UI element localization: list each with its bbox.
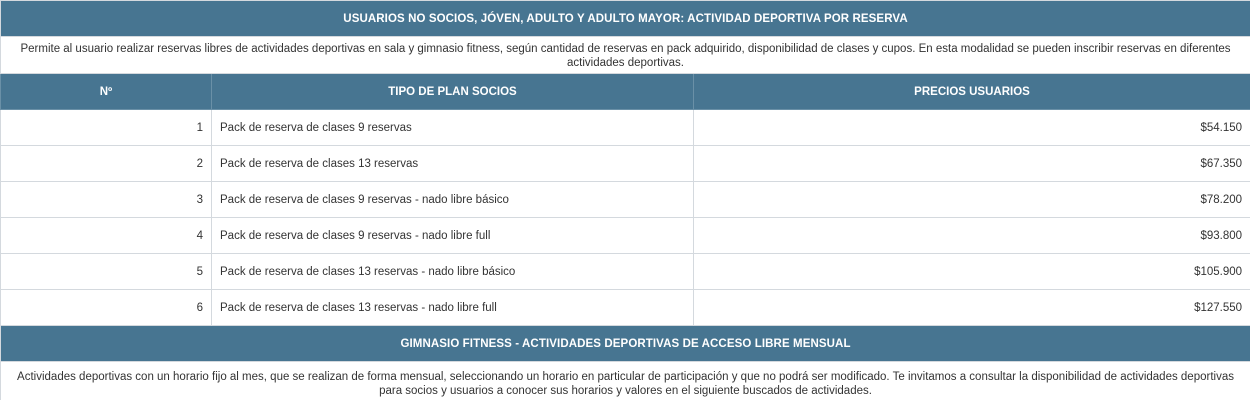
section1-description: Permite al usuario realizar reservas libres de actividades deportivas en sala y gimnasio fitness, según cantidad de reservas en pack adquirido, disponibilidad de clases y cupos. En esta modalidad se pueden inscribir reservas en diferentes actividades deportivas. <box>1 37 1250 74</box>
row-plan: Pack de reserva de clases 9 reservas <box>212 110 694 146</box>
section2-description: Actividades deportivas con un horario fijo al mes, que se realizan de forma mensual, seleccionando un horario en particular de participación y que no podrá ser modificado. Te invitamos a consultar la disponibilidad de actividades deportivas para socios y usuarios a conocer sus horarios y valores en el siguiente buscados de actividades. <box>1 362 1250 400</box>
section2-title-row <box>1 326 1250 362</box>
table-header-row <box>1 74 1250 110</box>
table-row <box>1 218 1250 254</box>
row-plan: Pack de reserva de clases 13 reservas - nado libre básico <box>212 254 694 290</box>
section1-description-row <box>1 37 1250 74</box>
row-plan: Pack de reserva de clases 9 reservas - nado libre full <box>212 218 694 254</box>
table-row <box>1 290 1250 326</box>
row-plan: Pack de reserva de clases 9 reservas - nado libre básico <box>212 182 694 218</box>
section2-description-row <box>1 362 1250 400</box>
row-plan: Pack de reserva de clases 13 reservas <box>212 146 694 182</box>
row-price: $54.150 <box>694 110 1250 146</box>
row-price: $127.550 <box>694 290 1250 326</box>
row-price: $67.350 <box>694 146 1250 182</box>
row-price: $78.200 <box>694 182 1250 218</box>
header-plan-type: TIPO DE PLAN SOCIOS <box>212 74 694 110</box>
header-number: Nº <box>1 74 212 110</box>
section1-title-row <box>1 1 1250 37</box>
table-row <box>1 146 1250 182</box>
row-number: 1 <box>1 110 212 146</box>
row-number: 2 <box>1 146 212 182</box>
row-price: $105.900 <box>694 254 1250 290</box>
table-row <box>1 110 1250 146</box>
section1-title: USUARIOS NO SOCIOS, JÓVEN, ADULTO Y ADULTO MAYOR: ACTIVIDAD DEPORTIVA POR RESERVA <box>1 1 1250 37</box>
row-number: 5 <box>1 254 212 290</box>
table-row <box>1 182 1250 218</box>
row-number: 3 <box>1 182 212 218</box>
section2-title: GIMNASIO FITNESS - ACTIVIDADES DEPORTIVAS DE ACCESO LIBRE MENSUAL <box>1 326 1250 362</box>
row-plan: Pack de reserva de clases 13 reservas - nado libre full <box>212 290 694 326</box>
row-number: 6 <box>1 290 212 326</box>
header-price: PRECIOS USUARIOS <box>694 74 1250 110</box>
row-number: 4 <box>1 218 212 254</box>
row-price: $93.800 <box>694 218 1250 254</box>
table-row <box>1 254 1250 290</box>
